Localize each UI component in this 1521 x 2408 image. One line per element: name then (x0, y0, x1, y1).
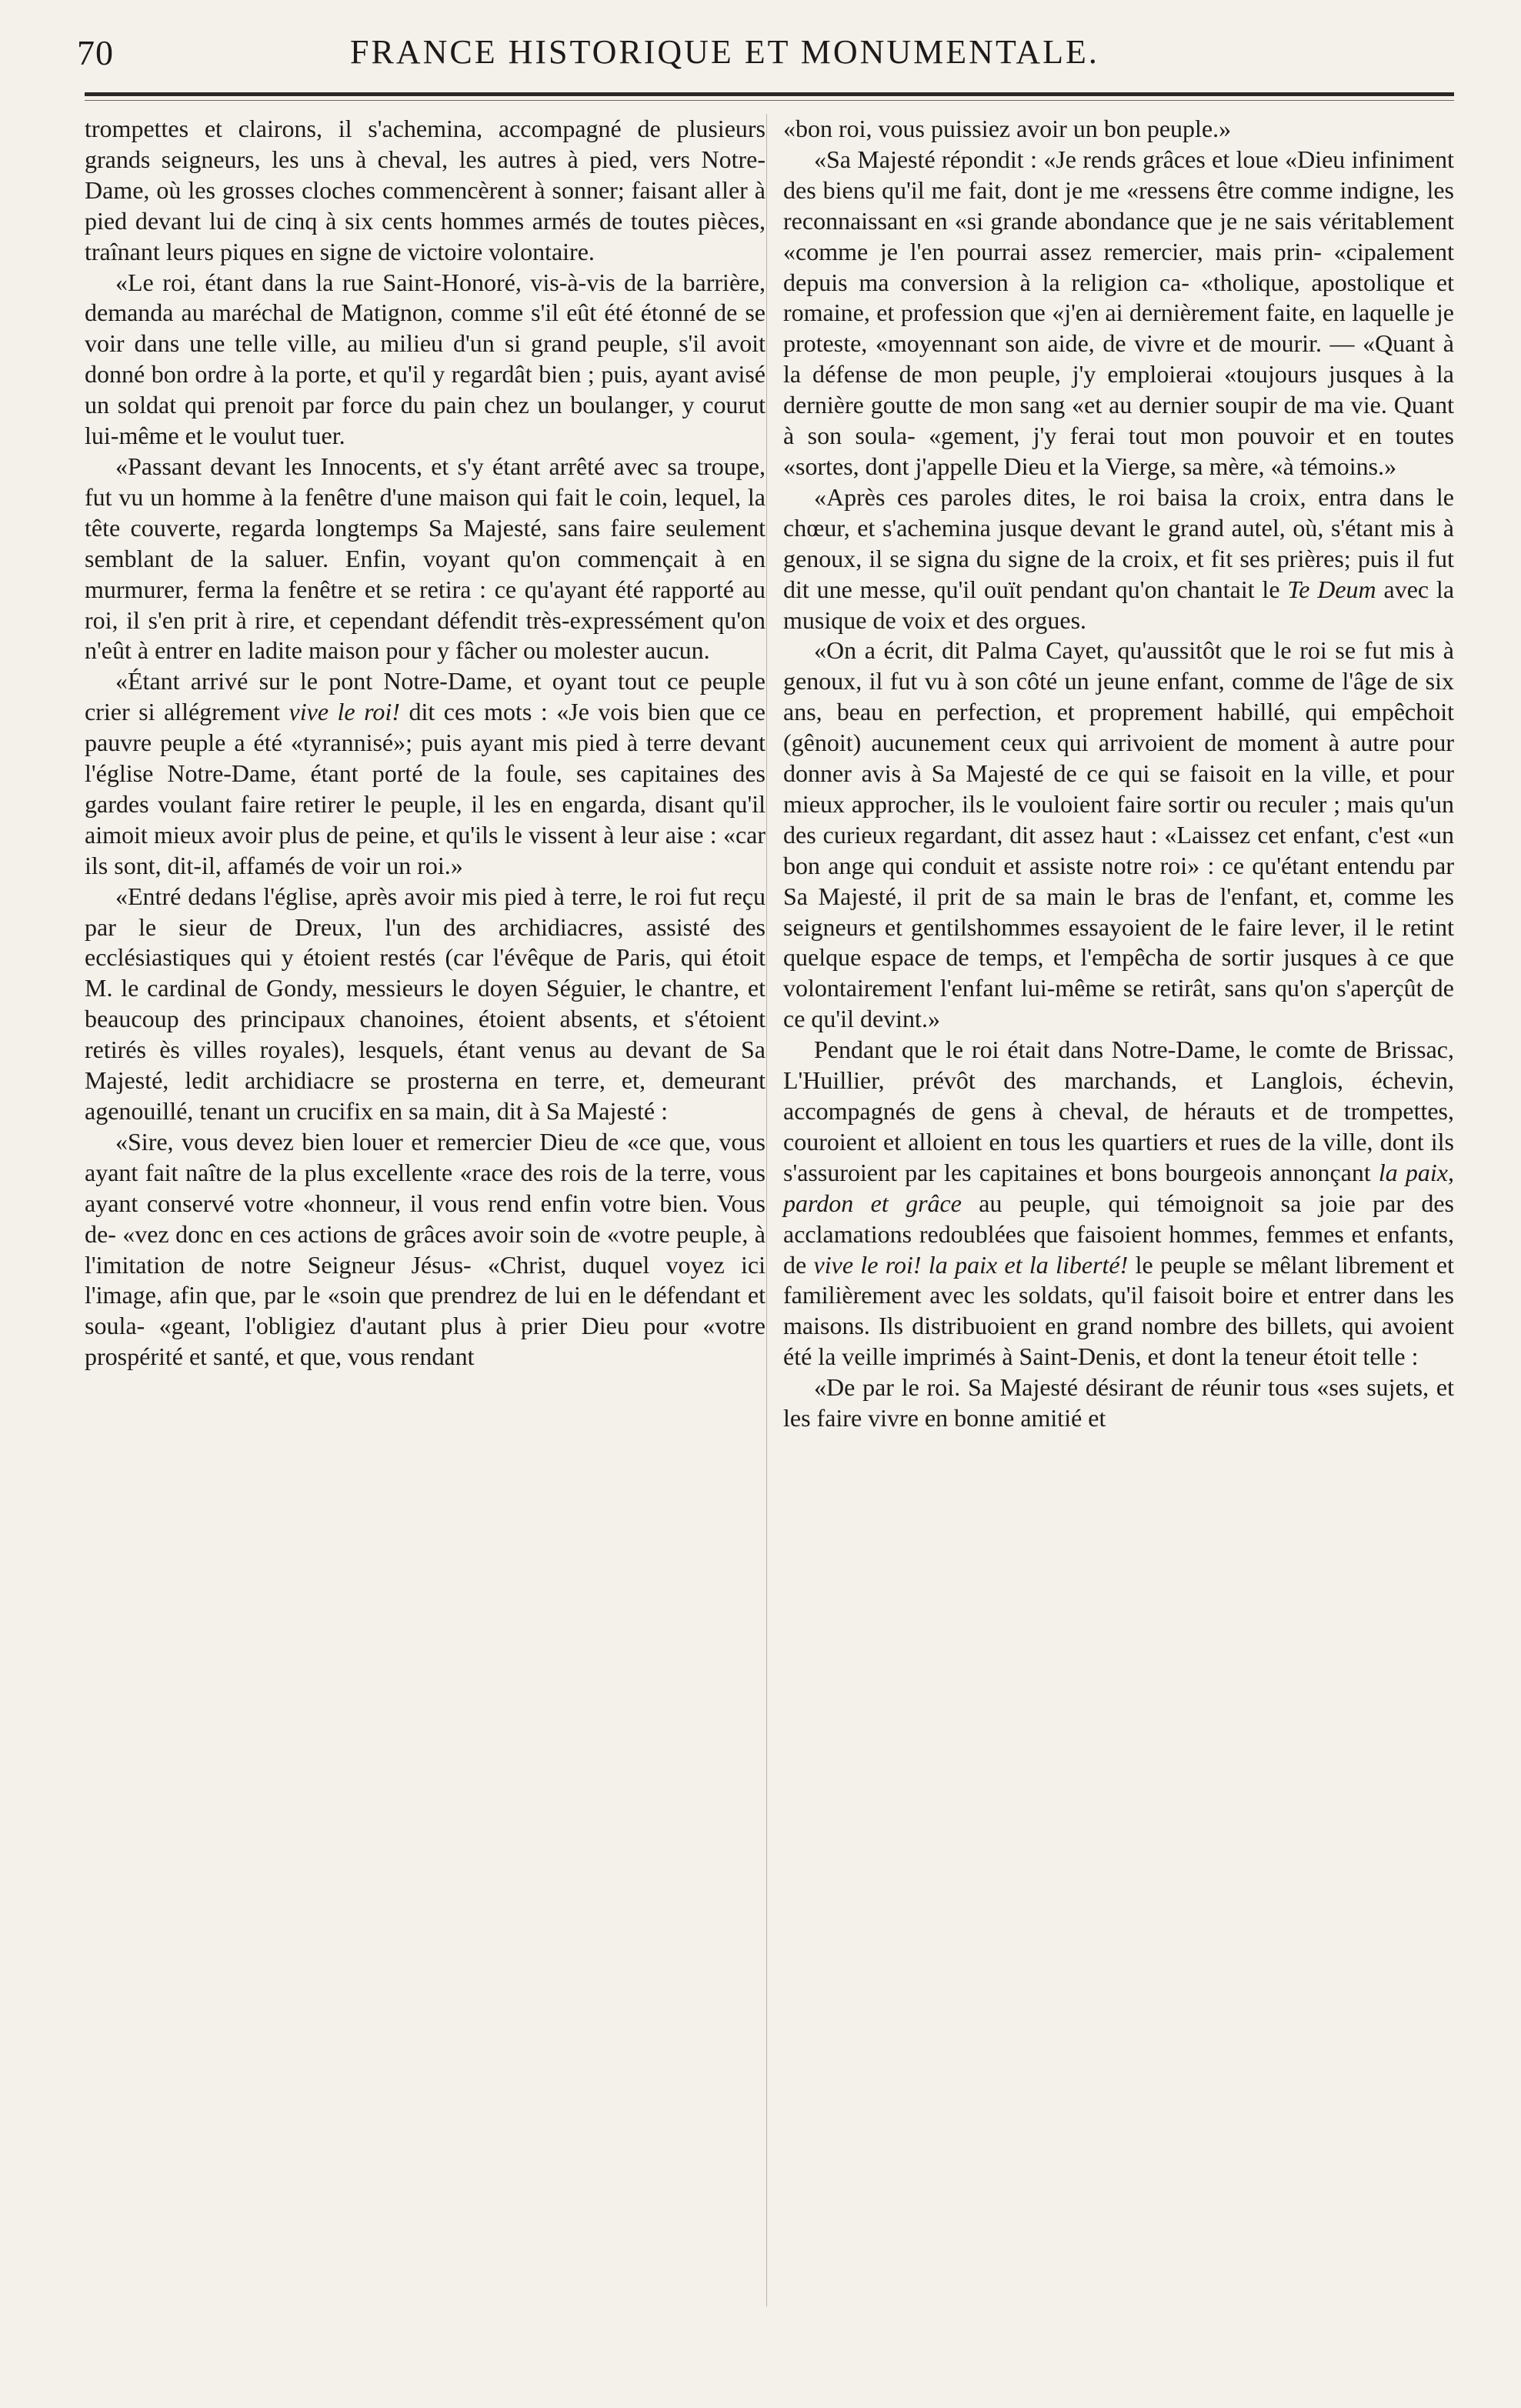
italic-run: la paix, pardon et grâce (783, 1158, 1455, 1217)
right-column (783, 114, 1454, 1434)
paragraph (85, 666, 766, 881)
paragraph (783, 1035, 1454, 1372)
text-run: au peuple, qui témoignoit sa joie par des acclamations redoublées que faisoient hommes, femmes et enfants, de (783, 1189, 1455, 1279)
page-number: 70 (77, 33, 114, 72)
text-run: «Étant arrivé sur le pont Notre-Dame, et oyant tout ce peuple crier si allégrement (85, 667, 766, 726)
paragraph: «De par le roi. Sa Majesté désirant de réunir tous «ses sujets, et les faire vivre en bonne amitié et (783, 1373, 1454, 1432)
text-run: Pendant que le roi était dans Notre-Dame, le comte de Brissac, L'Huillier, prévôt des marchands, et Langlois, échevin, accompagnés de gens à cheval, de hérauts et de trompettes, couroient et alloient en tous les quartiers et rues de la ville, dont ils s'assuroient par les capitaines et bons bourgeois annonçant (783, 1036, 1454, 1186)
paragraph: «On a écrit, dit Palma Cayet, qu'aussitôt que le roi se fut mis à genoux, il fut vu à son côté un jeune enfant, comme de l'âge de six ans, beau en perfection, et proprement habillé, qui empêchoit (gênoit) aucunement ceux qui arrivoient de moment à autre pour donner avis à Sa Majesté de ce qui se faisoit en la ville, et pour mieux approcher, ils le vouloient faire sortir ou reculer ; mais qu'un des curieux regardant, dit assez haut : «Laissez cet enfant, c'est «un bon ange qui conduit et assiste notre roi» : ce qu'étant entendu par Sa Majesté, il prit de sa main le bras de l'enfant, et, comme les seigneurs et gentilshommes essayoient de le faire lever, il le retint quelque espace de temps, et l'empêcha de sortir jusques à ce que volontairement l'enfant lui-même se retirât, sans qu'on s'aperçût de ce qu'il devint.» (783, 636, 1454, 1033)
running-title: FRANCE HISTORIQUE ET MONUMENTALE. (350, 33, 1099, 71)
italic-run: vive le roi! la paix et la liberté! (813, 1250, 1129, 1279)
page-header (77, 26, 1454, 80)
italic-run: Te Deum (1287, 575, 1376, 603)
paragraph: «Passant devant les Innocents, et s'y étant arrêté avec sa troupe, fut vu un homme à la fenêtre d'une maison qui fait le coin, lequel, la tête couverte, regarda longtemps Sa Majesté, sans faire seulement semblant de la saluer. Enfin, voyant qu'on commençait à en murmurer, ferma la fenêtre et se retira : ce qu'ayant été rapporté au roi, il s'en prit à rire, et cependant défendit très-expressément qu'on n'eût à entrer en ladite maison pour y fâcher ou molester aucun. (85, 452, 766, 665)
left-column (85, 114, 766, 1372)
text-run: dit ces mots : «Je vois bien que ce pauvre peuple a été «tyrannisé»; puis ayant mis pied à terre devant l'église Notre-Dame, étant porté de la foule, ses capitaines des gardes voulant faire retirer le peuple, il les en engarda, disant qu'il aimoit mieux avoir plus de peine, et qu'ils le vissent à leur aise : «car ils sont, dit-il, affamés de voir un roi.» (85, 698, 766, 879)
header-rule-thin (85, 100, 1454, 101)
paragraph: «bon roi, vous puissiez avoir un bon peuple.» (783, 115, 1232, 142)
column-divider (766, 114, 767, 2306)
paragraph: trompettes et clairons, il s'achemina, accompagné de plusieurs grands seigneurs, les uns à cheval, les autres à pied, vers Notre-Dame, où les grosses cloches commencèrent à sonner; faisant aller à pied devant lui de cinq à six cents hommes armés de toutes pièces, traînant leurs piques en signe de victoire volontaire. (85, 115, 766, 265)
text-run: le peuple se mêlant librement et familièrement avec les soldats, qu'il faisoit boire et entrer dans les maisons. Ils distribuoient en grand nombre des billets, qui avoient été la veille imprimés à Saint-Denis, et dont la teneur étoit telle : (783, 1250, 1455, 1371)
paragraph: «Le roi, étant dans la rue Saint-Honoré, vis-à-vis de la barrière, demanda au maréchal de Matignon, comme s'il eût été étonné de se voir dans une telle ville, au milieu d'un si grand peuple, s'il avoit donné bon ordre à la porte, et qu'il y regardât bien ; puis, ayant avisé un soldat qui prenoit par force du pain chez un boulanger, y courut lui-même et le voulut tuer. (85, 268, 766, 450)
paragraph: «Sire, vous devez bien louer et remercier Dieu de «ce que, vous ayant fait naître de la plus excellente «race des rois de la terre, vous ayant conservé votre «honneur, il vous rend enfin votre bien. Vous de- «vez donc en ces actions de grâces avoir soin de «votre peuple, à l'imitation de notre Seigneur Jésus- «Christ, duquel voyez ici l'image, afin que, par le «soin que prendrez de lui en le défendant et soula- «geant, l'obligiez d'autant plus à prier Dieu pour «votre prospérité et santé, et que, vous rendant (85, 1127, 766, 1371)
italic-run: vive le roi! (289, 698, 400, 726)
paragraph: «Entré dedans l'église, après avoir mis pied à terre, le roi fut reçu par le sieur de Dreux, l'un des archidiacres, assisté des ecclésiastiques qui y étoient restés (car l'évêque de Paris, qui étoit M. le cardinal de Gondy, messieurs le doyen Séguier, le chantre, et beaucoup des principaux chanoines, étoient absents, et s'étoient retirés ès villes royales), lesquels, étant venus au devant de Sa Majesté, ledit archidiacre se prosterna en terre, et, demeurant agenouillé, tenant un crucifix en sa main, dit à Sa Majesté : (85, 882, 766, 1125)
paragraph (783, 482, 1454, 636)
text-run: «Après ces paroles dites, le roi baisa la croix, entra dans le chœur, et s'achemina jusque devant le grand autel, où, s'étant mis à genoux, il se signa du signe de la croix, et fit ses prières; puis il fut dit une messe, qu'il ouït pendant qu'on chantait le (783, 482, 1454, 603)
header-rule (85, 92, 1454, 96)
paragraph: «Sa Majesté répondit : «Je rends grâces et loue «Dieu infiniment des biens qu'il me fait, dont je me «ressens être comme indigne, les reconnaissant en «si grande abondance que je ne sais véritablement «comme je l'en pourrai assez remercier, mais prin- «cipalement depuis ma conversion à la religion ca- «tholique, apostolique et romaine, et profession que «j'en ai dernièrement faite, en laquelle je proteste, «moyennant son aide, de vivre et de mourir. — «Quant à la défense de mon peuple, j'y emploierai «toujours jusques à la dernière goutte de mon sang «et au dernier soupir de ma vie. Quant à son soula- «gement, j'y ferai tout mon pouvoir et en toutes «sortes, dont j'appelle Dieu et la Vierge, sa mère, «à témoins.» (783, 145, 1454, 480)
text-run: avec la musique de voix et des orgues. (783, 575, 1455, 634)
